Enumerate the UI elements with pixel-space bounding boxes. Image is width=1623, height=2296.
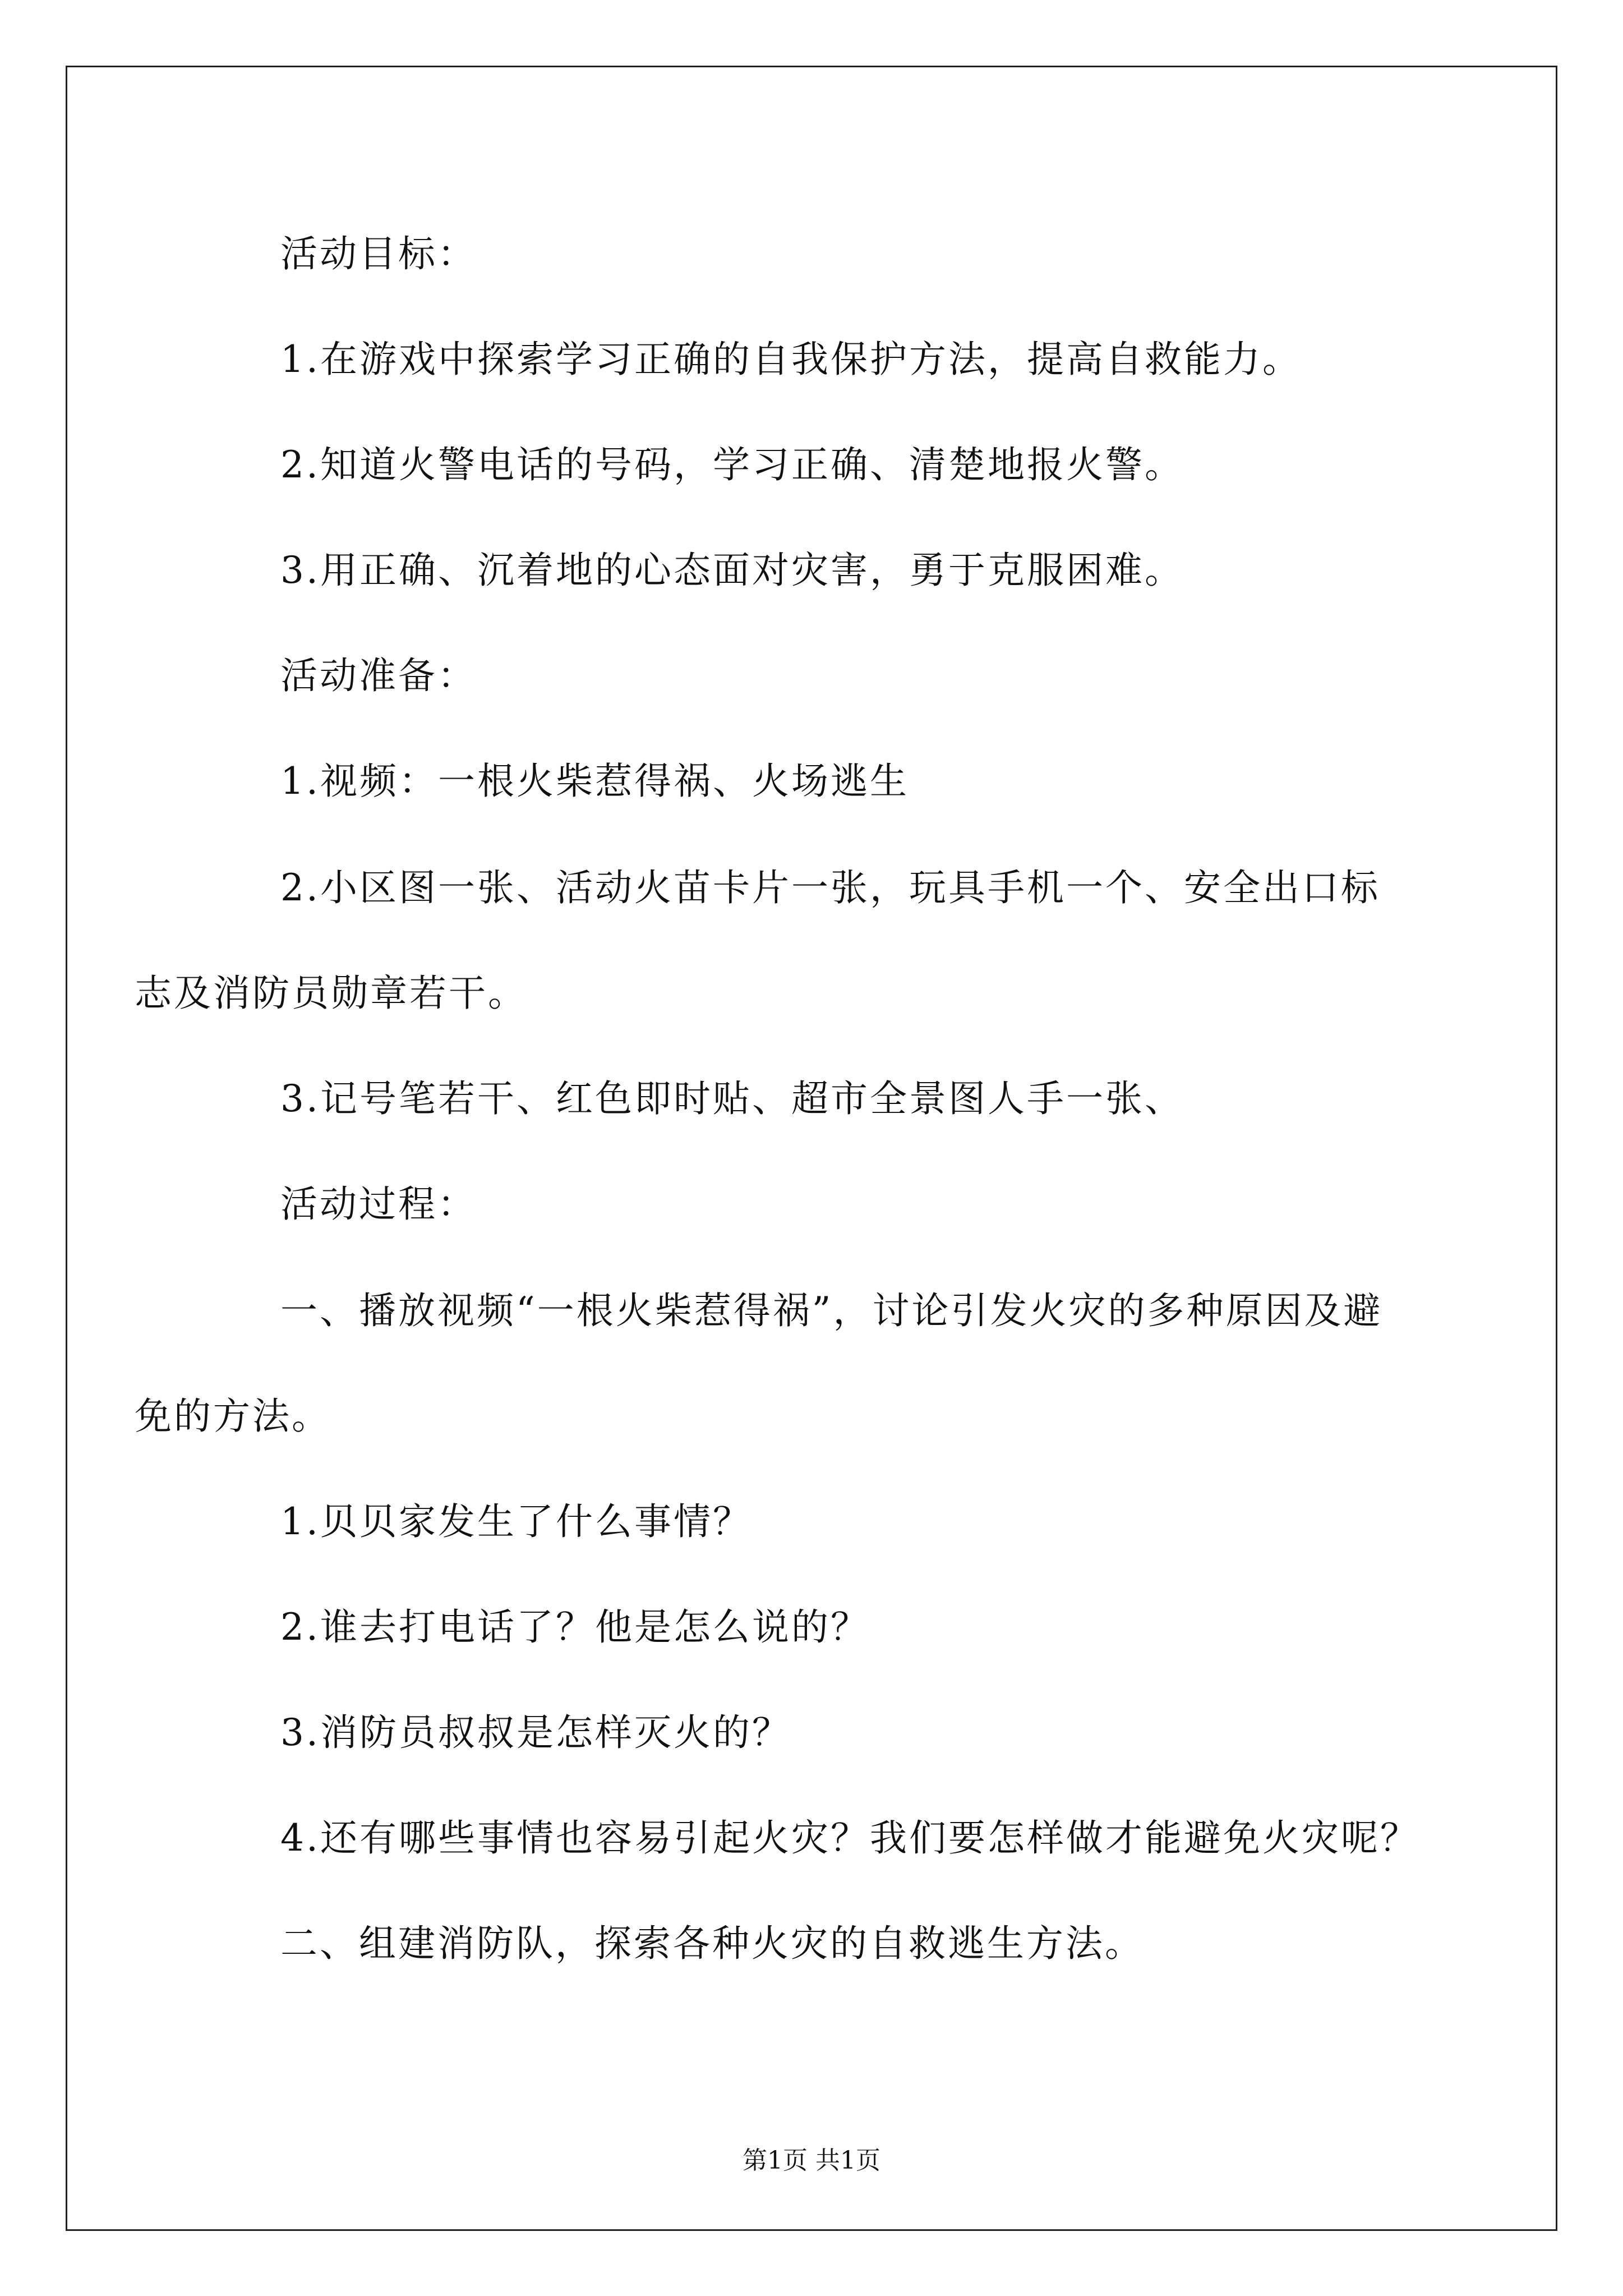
page-frame (66, 66, 1557, 2231)
process-step-1-continued: 免的方法。 (135, 1395, 331, 1438)
heading-process: 活动过程： (280, 1182, 477, 1226)
preparation-2-continued: 志及消防员勋章若干。 (135, 972, 527, 1015)
question-1: 1.贝贝家发生了什么事情？ (280, 1500, 752, 1543)
question-2: 2.谁去打电话了？他是怎么说的？ (280, 1605, 870, 1649)
process-step-1: 一、播放视频“一根火柴惹得祸”，讨论引发火灾的多种原因及避 (280, 1289, 1383, 1332)
question-3: 3.消防员叔叔是怎样灭火的？ (280, 1711, 791, 1754)
preparation-2: 2.小区图一张、活动火苗卡片一张，玩具手机一个、安全出口标 (280, 866, 1380, 909)
objective-1: 1.在游戏中探索学习正确的自我保护方法，提高自救能力。 (280, 338, 1302, 381)
heading-objectives: 活动目标： (280, 232, 477, 275)
preparation-1: 1.视频：一根火柴惹得祸、火场逃生 (280, 760, 909, 803)
heading-preparation: 活动准备： (280, 654, 477, 697)
preparation-3: 3.记号笔若干、红色即时贴、超市全景图人手一张、 (280, 1077, 1184, 1120)
page-footer: 第1页 共1页 (743, 2146, 880, 2175)
question-4: 4.还有哪些事情也容易引起火灾？我们要怎样做才能避免火灾呢？ (280, 1816, 1419, 1860)
objective-2: 2.知道火警电话的号码，学习正确、清楚地报火警。 (280, 443, 1184, 486)
objective-3: 3.用正确、沉着地的心态面对灾害，勇于克服困难。 (280, 549, 1184, 592)
process-step-2: 二、组建消防队，探索各种火灾的自救逃生方法。 (280, 1922, 1144, 1965)
